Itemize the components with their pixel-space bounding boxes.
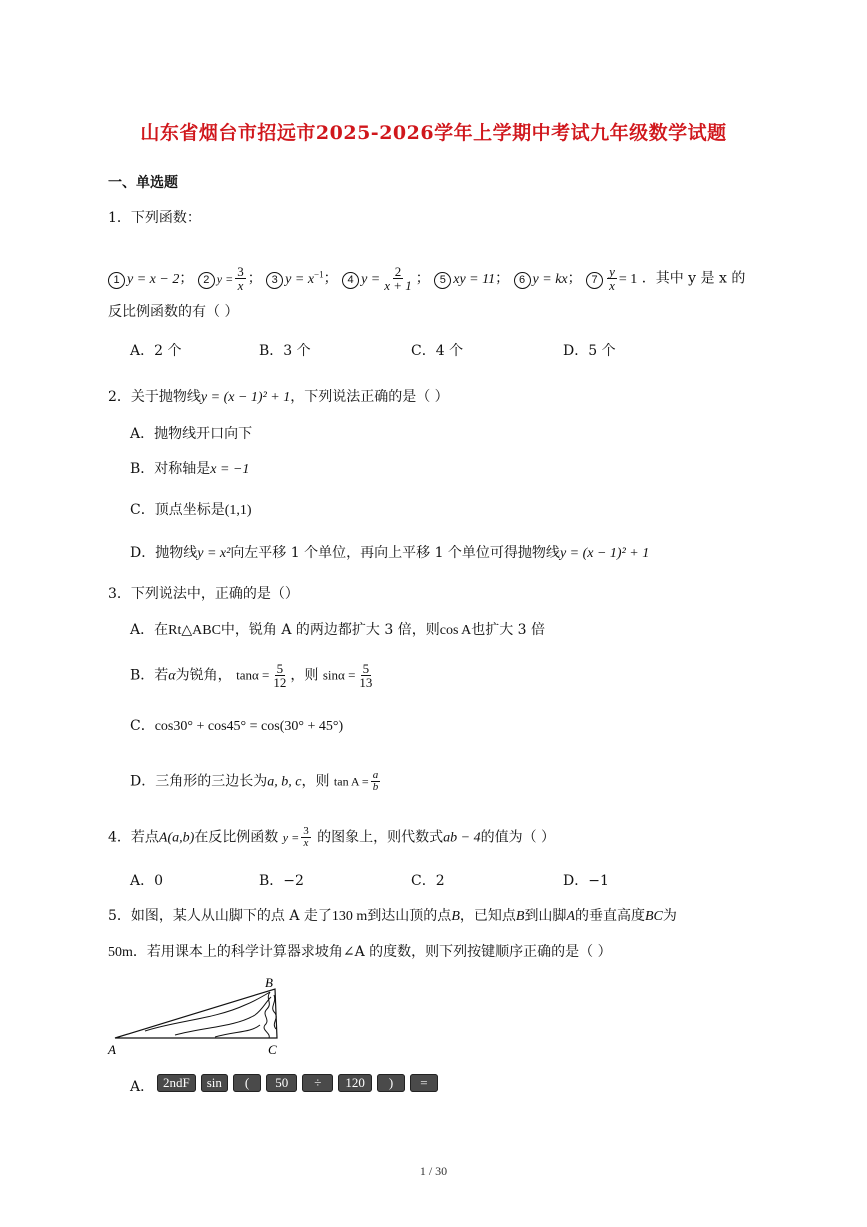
q4-option-d[interactable]: D．−1 — [563, 873, 609, 889]
q2-option-a[interactable]: A．抛物线开口向下 — [130, 426, 253, 442]
q1-option-c[interactable]: C．4 个 — [411, 343, 464, 359]
q1-option-d[interactable]: D．5 个 — [563, 343, 616, 359]
q1-item-7: 7 $\frac{y}{x}$ = 1 — [586, 271, 637, 287]
q1-line2: 反比例函数的有（ ） — [108, 304, 239, 320]
q4-stem: 4．若点A(a,b)在反比例函数 y = $\frac{3}{x}$ 的图象上，则代数式ab − 4的值为（ ） — [108, 825, 556, 849]
label-a: A — [108, 1042, 116, 1057]
q3-option-a[interactable]: A．在Rt△ABC中，锐角 A 的两边都扩大 3 倍，则cos A也扩大 3 倍 — [130, 622, 546, 638]
key-120: 120 — [338, 1074, 372, 1092]
q3-option-b[interactable]: B．若α为锐角， tanα = $\frac{5}{12}$ ，则 sinα = $\frac{5}{13}$ — [130, 661, 373, 690]
q5-stem-line1: 5．如图，某人从山脚下的点 A 走了130 m到达山顶的点B，已知点B到山脚A的垂直高度BC为 — [108, 908, 677, 924]
label-b: B — [265, 975, 273, 990]
q1-item-5: 5 xy = 11 — [434, 271, 495, 287]
section-heading: 一、单选题 — [108, 175, 178, 191]
q1-item-1: 1 y = x − 2 — [108, 271, 179, 287]
q4-option-b[interactable]: B．−2 — [259, 873, 304, 889]
mountain-contour-2 — [175, 997, 271, 1035]
q1-items: 1 y = x − 2； 2 y = $\frac{3}{x}$ ； 3 $y = x^{-1}$； 4 y = $\frac{2}{x + 1}$ ； 5 xy = 11； 6 y = kx； 7 $\frac{y}{x}$ = 1 ．其中 y 是 x 的 — [108, 264, 745, 292]
key-divide: ÷ — [302, 1074, 333, 1092]
key-close-paren: ) — [377, 1074, 405, 1092]
q5-option-a[interactable]: A． — [130, 1079, 155, 1095]
key-sin: sin — [201, 1074, 228, 1092]
q1-item-6: 6 y = kx — [514, 271, 568, 287]
q4-option-a[interactable]: A．0 — [130, 873, 164, 889]
key-50: 50 — [266, 1074, 297, 1092]
q5-stem-line2: 50m．若用课本上的科学计算器求坡角∠A 的度数，则下列按键顺序正确的是（ ） — [108, 944, 612, 960]
q2-option-d[interactable]: D．抛物线y = x²向左平移 1 个单位，再向上平移 1 个单位可得抛物线y = (x − 1)² + 1 — [130, 545, 650, 561]
key-2ndf: 2ndF — [157, 1074, 196, 1092]
q1-item-2: 2 y = $\frac{3}{x}$ — [198, 271, 248, 287]
q1-stem: 1．下列函数： — [108, 210, 201, 226]
q4-option-c[interactable]: C．2 — [411, 873, 445, 889]
q1-option-b[interactable]: B．3 个 — [259, 343, 311, 359]
key-open-paren: ( — [233, 1074, 261, 1092]
mountain-contour-1 — [145, 992, 270, 1031]
q5-key-sequence — [157, 1072, 443, 1092]
q3-option-d[interactable]: D．三角形的三边长为a, b, c，则 tan A = $\frac{a}{b}$ — [130, 769, 379, 793]
q2-stem: 2．关于抛物线y = (x − 1)² + 1，下列说法正确的是（ ） — [108, 389, 449, 405]
page-title: 山东省烟台市招远市2025-2026学年上学期中考试九年级数学试题 — [140, 122, 727, 144]
q2-option-b[interactable]: B．对称轴是x = −1 — [130, 461, 250, 477]
q1-tail: ．其中 y 是 x 的 — [641, 270, 746, 287]
q1-item-3: 3 $y = x^{-1}$ — [266, 271, 323, 287]
slope-figure — [105, 975, 290, 1060]
q1-item-4: 4 y = $\frac{2}{x + 1}$ — [342, 271, 416, 287]
page-number: 1 / 30 — [419, 1164, 448, 1178]
mountain-contour-3 — [215, 1025, 260, 1037]
q3-stem: 3．下列说法中，正确的是（） — [108, 586, 299, 602]
key-equals: = — [410, 1074, 437, 1092]
label-c: C — [268, 1042, 277, 1057]
q2-option-c[interactable]: C．顶点坐标是(1,1) — [130, 502, 252, 518]
q3-option-c[interactable]: C．cos30° + cos45° = cos(30° + 45°) — [130, 718, 344, 734]
q1-option-a[interactable]: A．2 个 — [130, 343, 182, 359]
